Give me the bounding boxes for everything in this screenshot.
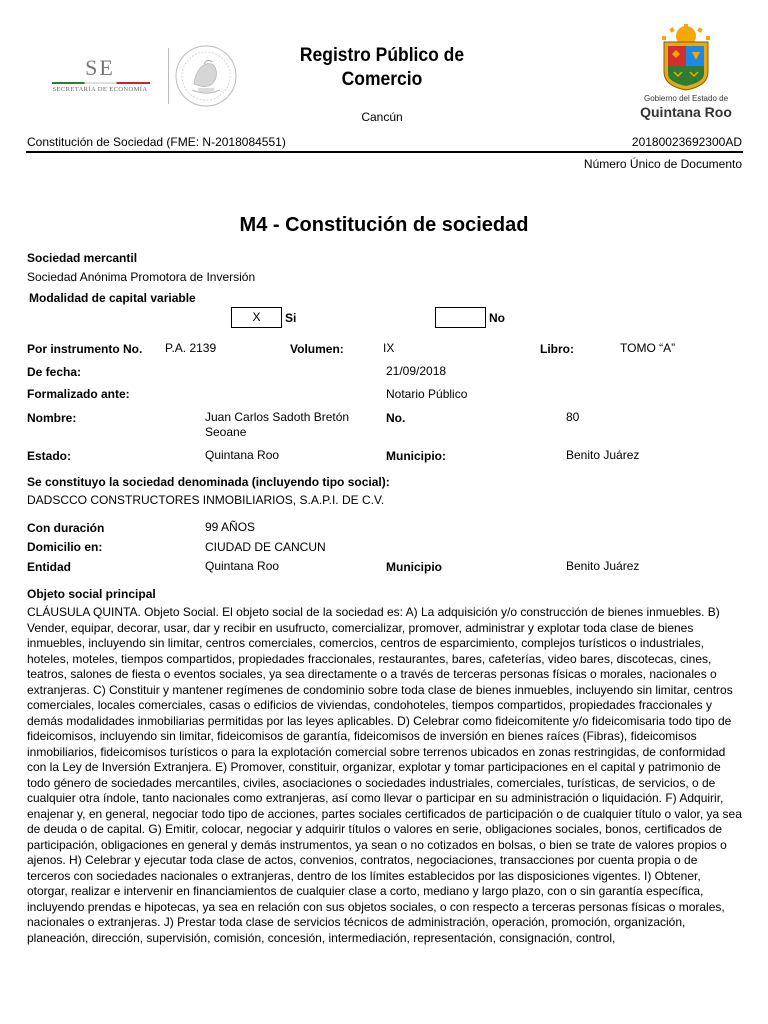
estado-label: Estado: [27,449,72,463]
entidad-municipio-value: Benito Juárez [566,559,640,573]
objeto-social-label: Objeto social principal [27,587,156,601]
instrumento-value: P.A. 2139 [165,341,217,355]
registry-title-line2: Comercio [341,69,423,90]
domicilio-value: CIUDAD DE CANCUN [205,540,326,554]
logo-divider [168,48,169,104]
formalizado-label: Formalizado ante: [27,387,130,401]
instrumento-label: Por instrumento No. [27,342,143,356]
entidad-municipio-label: Municipio [386,560,442,574]
registry-title [275,44,488,92]
sociedad-mercantil-value: Sociedad Anónima Promotora de Inversión [27,270,256,284]
libro-label: Libro: [540,342,574,356]
city-label: Cancún [361,110,403,124]
estado-value: Quintana Roo [205,448,280,462]
registry-title-line1: Registro Público de [299,45,465,66]
denominacion-value: DADSCCO CONSTRUCTORES INMOBILIARIOS, S.A.P.I. DE C.V. [27,493,385,507]
quintana-roo-shield-icon [656,24,716,92]
capital-no-checkbox[interactable] [435,307,486,328]
denominacion-label: Se constituyo la sociedad denominada (incluyendo tipo social): [27,475,390,489]
notario-no-label: No. [386,411,406,425]
capital-si-label: Si [285,311,297,325]
duracion-value: 99 AÑOS [205,520,256,534]
document-number: 20180023692300AD [631,135,742,149]
form-title: M4 - Constitución de sociedad [239,214,529,236]
capital-no-label: No [489,311,505,325]
volumen-value: IX [383,341,395,355]
state-name-label: Quintana Roo [640,104,732,120]
libro-value: TOMO “A” [620,341,676,355]
se-logo-tricolor-stripe [52,82,150,84]
nombre-value-line2: Seoane [205,425,247,439]
nombre-label: Nombre: [27,411,77,425]
se-logo-subtitle: SECRETARÍA DE ECONOMÍA [52,86,148,93]
formalizado-value: Notario Público [386,387,468,401]
domicilio-label: Domicilio en: [27,540,103,554]
objeto-social-text: CLÁUSULA QUINTA. Objeto Social. El objeto social de la sociedad es: A) La adquisición y/o construcción de bienes inmuebles. B) Vender, equipar, decorar, usar, dar y recibir en usufructo, comercializar, promover, administrar y explotar toda clase de bienes inmuebles, incluyendo sin limitar, centros comerciales, comercios, centros de esparcimiento, complejos turísticos o industriales, hoteles, moteles, tiempos compartidos, propiedades fraccionales, restaurantes, bares, cafeterías, video bares, discotecas, cines, teatros, salones de fiesta o eventos sociales, ya sea directamente o a través de terceras personas físicas o morales, nacionales o extranjeras. C) Constituir y mantener regímenes de condominio sobre toda clase de bienes inmuebles, incluyendo sin limitar, centros comerciales, locales comerciales, casas o edificios de viviendas, condohoteles, tiempos compartidos, propiedades fraccionales y demás modalidades inmobiliarias permitidas por las leyes aplicables. D) Celebrar como fideicomitente y/o fideicomisaria todo tipo de fideicomisos, incluyendo sin limitar, fideicomisos de garantía, fideicomisos de inversión en bienes raíces (Fibras), fideicomisos inmobiliarios, fideicomisos turísticos o para la explotación comercial sobre terrenos ubicados en zonas restringidas, de conformidad con la Ley de Inversión Extranjera. E) Promover, constituir, organizar, explotar y tomar participaciones en el capital y patrimonio de todo género de sociedades mercantiles, civiles, asociaciones o sociedades industriales, comerciales, turísticas, de servicios, o de cualquier otra índole, tanto nacionales como extranjeras, así como llevar o participar en su administración o liquidación. F) Adquirir, enajenar y, en general, negociar todo tipo de acciones, partes sociales certificados de participación o de cualquier título o valor, ya sea de deuda o de capital. G) Emitir, colocar, negociar y adquirir títulos o valores en serie, obligaciones sociales, bonos, certificados de participación, obligaciones en general y demás instrumentos, ya sean o no cotizados en bolsas, o bien se trate de valores propios o ajenos. H) Celebrar y ejecutar toda clase de actos, convenios, contratos, negociaciones, transacciones por cuenta propia o de terceros con sociedades nacionales o extranjeras, dentro de los límites establecidos por las disposiciones vigentes. I) Obtener, otorgar, realizar e intervenir en financiamientos de cualquier clase a corto, mediano y largo plazo, con o sin garantía específica, incluyendo prendas e hipotecas, ya sea en relación con sus objetos sociales, o con respecto a terceras personas físicas o morales, nacionales o extranjeras. J) Prestar toda clase de servicios técnicos de administración, operación, promoción, organización, planeación, dirección, supervisión, comisión, concesión, intermediación, representación, consignación, control, [27,605,742,945]
document-description: Constitución de Sociedad (FME: N-2018084551) [27,135,286,149]
entidad-label: Entidad [27,560,71,574]
entidad-value: Quintana Roo [205,559,280,573]
sociedad-mercantil-label: Sociedad mercantil [27,251,138,265]
government-label: Gobierno del Estado de [643,94,729,103]
quintana-roo-logo [630,24,742,124]
duracion-label: Con duración [27,521,105,535]
se-logo-letters: SE [85,55,115,80]
document-number-label: Número Único de Documento [583,157,742,171]
volumen-label: Volumen: [290,342,344,356]
mexico-coat-of-arms-icon [174,44,238,108]
fecha-value: 21/09/2018 [386,364,447,378]
nombre-value-line1: Juan Carlos Sadoth Bretón [205,410,350,424]
capital-variable-label: Modalidad de capital variable [29,291,196,305]
header-rule [26,151,743,153]
municipio-value: Benito Juárez [566,448,640,462]
notario-no-value: 80 [566,410,580,424]
capital-si-checkbox[interactable]: X [231,307,282,328]
secretaria-economia-logo [48,55,152,95]
municipio-label: Municipio: [386,449,446,463]
fecha-label: De fecha: [27,365,82,379]
